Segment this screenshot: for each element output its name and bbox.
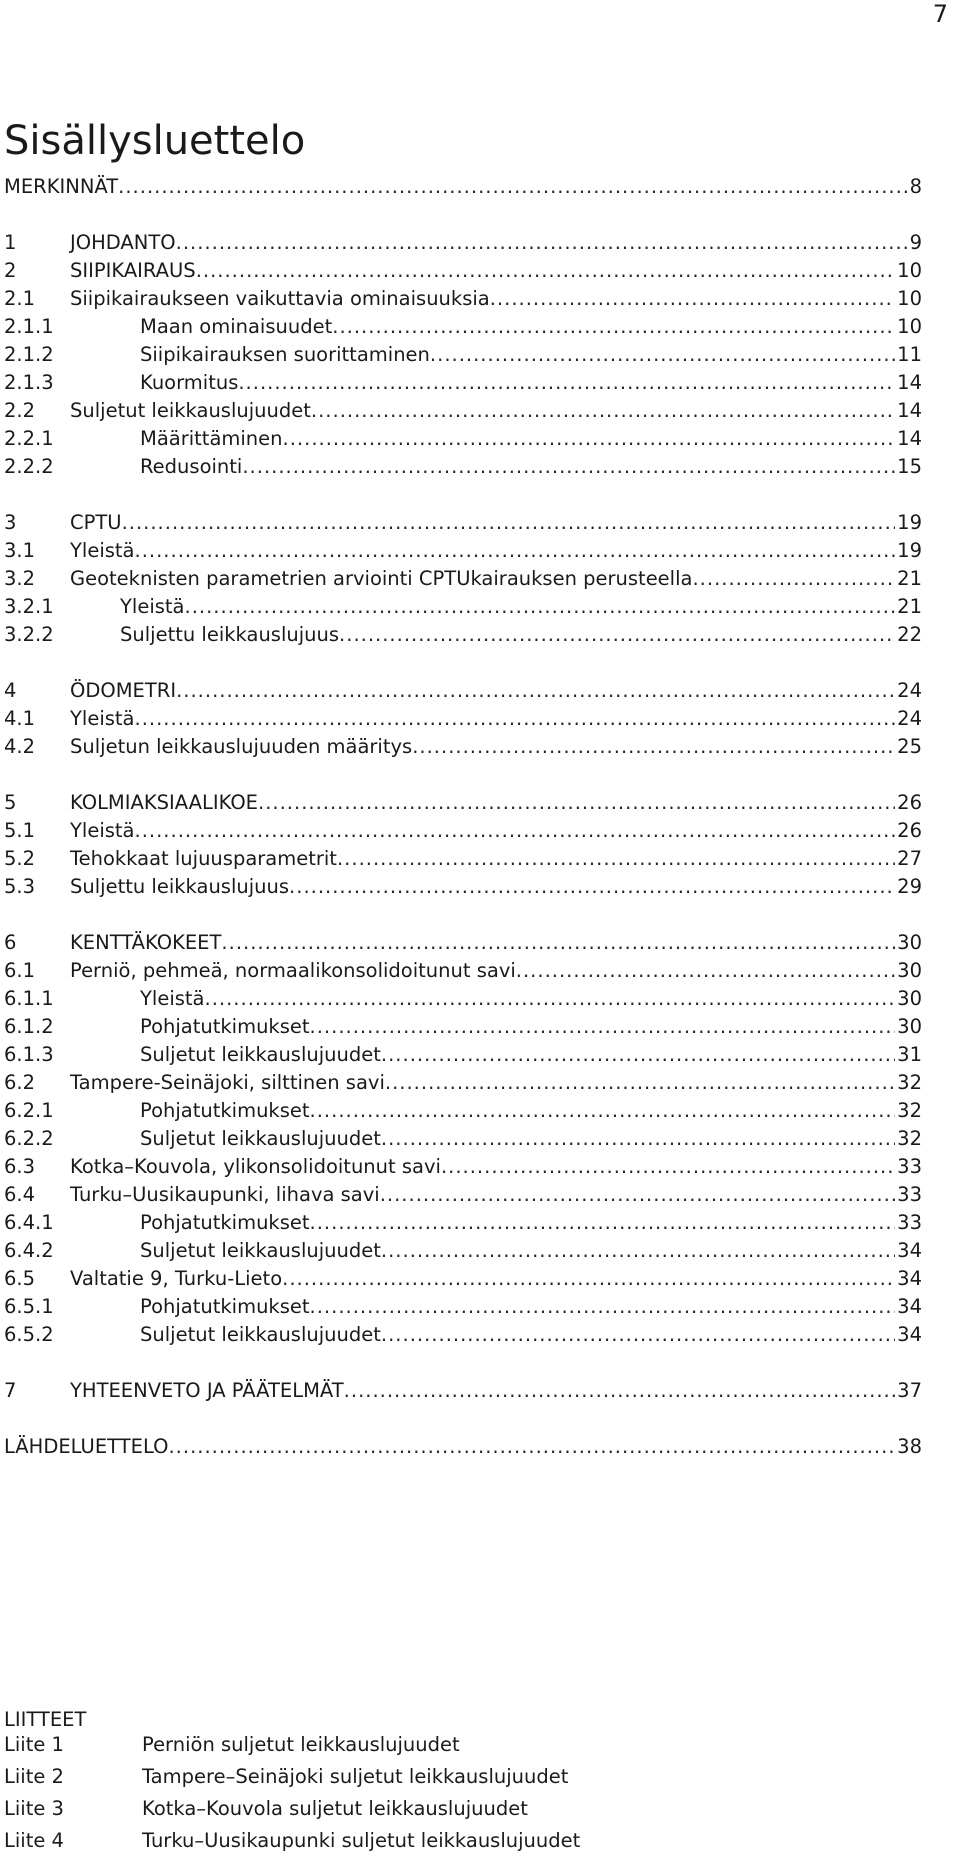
toc-entry-page: 26	[897, 819, 922, 842]
toc-entry-label: Valtatie 9, Turku-Lieto	[70, 1267, 283, 1290]
toc-leader-dots	[205, 986, 896, 1012]
toc-leader-dots	[310, 1014, 896, 1040]
toc-entry-number: 5.2	[4, 847, 36, 870]
toc-entry-number: 5.3	[4, 875, 36, 898]
toc-entry[interactable]	[4, 394, 922, 424]
toc-entry-page: 27	[897, 847, 922, 870]
toc-entry-label: ÖDOMETRI	[70, 679, 177, 702]
toc-entry-label: Geoteknisten parametrien arviointi CPTUkairauksen perusteella	[70, 567, 693, 590]
toc-entry[interactable]	[4, 1318, 922, 1348]
toc-entry[interactable]	[4, 1094, 922, 1124]
toc-entry-label: Maan ominaisuudet	[140, 315, 333, 338]
toc-entry[interactable]	[4, 1150, 922, 1180]
toc-entry-page: 32	[897, 1099, 922, 1122]
attachment-title: Tampere–Seinäjoki suljetut leikkauslujuudet	[142, 1765, 569, 1788]
toc-entry[interactable]	[4, 1178, 922, 1208]
toc-entry-label: Siipikairauksen suorittaminen	[140, 343, 430, 366]
toc-entry-label: MERKINNÄT	[4, 175, 119, 198]
toc-leader-dots	[176, 230, 908, 256]
toc-entry-number: 6.1.1	[4, 987, 54, 1010]
toc-leader-dots	[430, 342, 895, 368]
toc-entry-number: 2.2.2	[4, 455, 54, 478]
toc-entry-page: 21	[897, 595, 922, 618]
toc-entry-label: Yleistä	[120, 595, 185, 618]
toc-leader-dots	[441, 1154, 895, 1180]
toc-entry-number: 2.2.1	[4, 427, 54, 450]
toc-entry[interactable]	[4, 450, 922, 480]
toc-entry-page: 21	[897, 567, 922, 590]
toc-entry-label: Suljettu leikkauslujuus	[120, 623, 340, 646]
toc-entry-page: 24	[897, 679, 922, 702]
toc-entry[interactable]	[4, 422, 922, 452]
toc-entry-number: 6.1.2	[4, 1015, 54, 1038]
toc-entry-page: 33	[897, 1155, 922, 1178]
attachment-id: Liite 2	[4, 1765, 64, 1788]
toc-entry-label: KENTTÄKOKEET	[70, 931, 222, 954]
toc-entry-page: 9	[909, 231, 922, 254]
attachment-row	[4, 1822, 580, 1852]
toc-entry-label: Suljetut leikkauslujuudet	[140, 1043, 381, 1066]
toc-entry-label: Yleistä	[140, 987, 205, 1010]
toc-entry-number: 6.2	[4, 1071, 36, 1094]
toc-entry-label: KOLMIAKSIAALIKOE	[70, 791, 258, 814]
attachment-id: Liite 4	[4, 1829, 64, 1852]
toc-entry[interactable]	[4, 954, 922, 984]
toc-entry-number: 3.2.1	[4, 595, 54, 618]
toc-leader-dots	[135, 818, 896, 844]
toc-entry[interactable]	[4, 1206, 922, 1236]
toc-entry-page: 38	[897, 1435, 922, 1458]
toc-entry[interactable]	[4, 1290, 922, 1320]
toc-entry-page: 10	[897, 315, 922, 338]
attachment-title: Perniön suljetut leikkauslujuudet	[142, 1733, 460, 1756]
attachment-row	[4, 1758, 568, 1788]
toc-entry-label: Suljetut leikkauslujuudet	[140, 1239, 381, 1262]
toc-entry-label: Suljetun leikkauslujuuden määritys	[70, 735, 413, 758]
toc-entry-page: 22	[897, 623, 922, 646]
toc-leader-dots	[221, 930, 895, 956]
toc-entry-number: 6.4.2	[4, 1239, 54, 1262]
toc-entry[interactable]	[4, 254, 922, 284]
attachment-row	[4, 1790, 528, 1820]
toc-leader-dots	[311, 398, 895, 424]
toc-leader-dots	[185, 594, 896, 620]
toc-entry-label: Yleistä	[70, 819, 135, 842]
toc-entry-number: 3	[4, 511, 17, 534]
toc-leader-dots	[258, 790, 895, 816]
toc-entry[interactable]	[4, 1122, 922, 1152]
toc-entry-number: 4	[4, 679, 17, 702]
toc-leader-dots	[692, 566, 895, 592]
attachment-title: Turku–Uusikaupunki suljetut leikkauslujuudet	[142, 1829, 581, 1852]
toc-leader-dots	[381, 1042, 895, 1068]
toc-entry-number: 2.1	[4, 287, 36, 310]
toc-entry-number: 6.2.1	[4, 1099, 54, 1122]
toc-entry-page: 11	[897, 343, 922, 366]
toc-entry[interactable]	[4, 926, 922, 956]
toc-entry-label: Tehokkaat lujuusparametrit	[70, 847, 337, 870]
toc-entry-page: 14	[897, 427, 922, 450]
toc-entry-label: Pohjatutkimukset	[140, 1015, 310, 1038]
toc-entry-page: 14	[897, 371, 922, 394]
toc-entry-label: Perniö, pehmeä, normaalikonsolidoitunut savi	[70, 959, 516, 982]
toc-entry-page: 10	[897, 287, 922, 310]
toc-entry-page: 32	[897, 1071, 922, 1094]
toc-entry-page: 33	[897, 1183, 922, 1206]
toc-entry-label: Kuormitus	[140, 371, 239, 394]
toc-entry-label: Pohjatutkimukset	[140, 1099, 310, 1122]
toc-leader-dots	[344, 1378, 896, 1404]
toc-entry-number: 3.2	[4, 567, 36, 590]
toc-entry-number: 2	[4, 259, 17, 282]
toc-leader-dots	[381, 1238, 895, 1264]
toc-entry[interactable]	[4, 982, 922, 1012]
toc-entry-page: 34	[897, 1323, 922, 1346]
toc-entry-page: 8	[909, 175, 922, 198]
toc-entry-page: 34	[897, 1239, 922, 1262]
toc-entry-label: Kotka–Kouvola, ylikonsolidoitunut savi	[70, 1155, 441, 1178]
toc-entry-number: 6.5.1	[4, 1295, 54, 1318]
toc-entry[interactable]	[4, 730, 922, 760]
toc-leader-dots	[339, 622, 895, 648]
toc-entry[interactable]	[4, 618, 922, 648]
toc-entry-number: 2.1.2	[4, 343, 54, 366]
toc-entry[interactable]	[4, 310, 922, 340]
toc-leader-dots	[516, 958, 895, 984]
toc-entry-label: Määrittäminen	[140, 427, 283, 450]
toc-entry-page: 33	[897, 1211, 922, 1234]
toc-entry-number: 2.2	[4, 399, 36, 422]
toc-entry[interactable]	[4, 674, 922, 704]
toc-entry-page: 30	[897, 1015, 922, 1038]
toc-entry-number: 6.4.1	[4, 1211, 54, 1234]
toc-entry[interactable]	[4, 170, 922, 200]
toc-entry[interactable]	[4, 534, 922, 564]
toc-entry-page: 32	[897, 1127, 922, 1150]
toc-entry-page: 14	[897, 399, 922, 422]
toc-entry-number: 5	[4, 791, 17, 814]
toc-leader-dots	[381, 1126, 895, 1152]
toc-entry-label: Suljetut leikkauslujuudet	[140, 1127, 381, 1150]
toc-entry-number: 6.5.2	[4, 1323, 54, 1346]
toc-leader-dots	[332, 314, 895, 340]
toc-entry-page: 19	[897, 539, 922, 562]
toc-leader-dots	[135, 538, 896, 564]
toc-leader-dots	[242, 454, 895, 480]
toc-entry-label: YHTEENVETO JA PÄÄTELMÄT	[70, 1379, 344, 1402]
toc-entry-number: 6.1.3	[4, 1043, 54, 1066]
toc-entry-page: 30	[897, 959, 922, 982]
toc-leader-dots	[168, 1434, 895, 1460]
toc-entry-label: Siipikairaukseen vaikuttavia ominaisuuksia	[70, 287, 490, 310]
toc-entry-page: 30	[897, 987, 922, 1010]
toc-entry-page: 30	[897, 931, 922, 954]
toc-entry-page: 24	[897, 707, 922, 730]
toc-leader-dots	[238, 370, 895, 396]
toc-entry-page: 19	[897, 511, 922, 534]
toc-entry-number: 3.2.2	[4, 623, 54, 646]
toc-entry-page: 29	[897, 875, 922, 898]
toc-entry-number: 2.1.3	[4, 371, 54, 394]
toc-entry[interactable]	[4, 506, 922, 536]
toc-leader-dots	[381, 1322, 895, 1348]
attachment-id: Liite 3	[4, 1797, 64, 1820]
toc-entry-number: 6.2.2	[4, 1127, 54, 1150]
attachment-title: Kotka–Kouvola suljetut leikkauslujuudet	[142, 1797, 528, 1820]
toc-entry-number: 1	[4, 231, 17, 254]
toc-entry[interactable]	[4, 226, 922, 256]
toc-entry-label: JOHDANTO	[70, 231, 176, 254]
toc-entry[interactable]	[4, 562, 922, 592]
toc-leader-dots	[135, 706, 896, 732]
toc-entry-label: Turku–Uusikaupunki, lihava savi	[70, 1183, 380, 1206]
toc-entry[interactable]	[4, 870, 922, 900]
toc-entry-label: Pohjatutkimukset	[140, 1295, 310, 1318]
toc-entry[interactable]	[4, 1010, 922, 1040]
toc-entry-number: 6.1	[4, 959, 36, 982]
toc-leader-dots	[283, 426, 896, 452]
toc-leader-dots	[310, 1294, 896, 1320]
toc-leader-dots	[310, 1210, 896, 1236]
toc-entry-number: 6	[4, 931, 17, 954]
toc-entry-label: Suljettu leikkauslujuus	[70, 875, 290, 898]
toc-leader-dots	[122, 510, 896, 536]
toc-entry-number: 5.1	[4, 819, 36, 842]
toc-entry[interactable]	[4, 366, 922, 396]
toc-entry-label: Yleistä	[70, 707, 135, 730]
toc-entry-page: 15	[897, 455, 922, 478]
toc-entry[interactable]	[4, 1066, 922, 1096]
toc-entry-label: CPTU	[70, 511, 122, 534]
toc-entry-number: 7	[4, 1379, 17, 1402]
page-number: 7	[932, 0, 948, 28]
toc-entry[interactable]	[4, 702, 922, 732]
attachments-heading: LIITTEET	[4, 1708, 87, 1731]
toc-leader-dots	[282, 1266, 895, 1292]
toc-entry-label: LÄHDELUETTELO	[4, 1435, 169, 1458]
toc-entry-number: 2.1.1	[4, 315, 54, 338]
toc-entry[interactable]	[4, 1234, 922, 1264]
toc-leader-dots	[196, 258, 895, 284]
toc-entry-label: Suljetut leikkauslujuudet	[70, 399, 311, 422]
toc-entry-label: SIIPIKAIRAUS	[70, 259, 196, 282]
toc-entry[interactable]	[4, 338, 922, 368]
toc-entry[interactable]	[4, 282, 922, 312]
toc-entry-number: 6.3	[4, 1155, 36, 1178]
toc-entry[interactable]	[4, 786, 922, 816]
toc-entry-page: 34	[897, 1267, 922, 1290]
toc-entry[interactable]	[4, 1374, 922, 1404]
toc-entry[interactable]	[4, 590, 922, 620]
toc-entry-page: 34	[897, 1295, 922, 1318]
toc-entry-page: 10	[897, 259, 922, 282]
toc-entry-page: 25	[897, 735, 922, 758]
toc-entry[interactable]	[4, 1038, 922, 1068]
toc-leader-dots	[380, 1182, 895, 1208]
attachment-row	[4, 1726, 460, 1756]
toc-entry-page: 37	[897, 1379, 922, 1402]
toc-entry-page: 31	[897, 1043, 922, 1066]
toc-leader-dots	[176, 678, 895, 704]
toc-leader-dots	[412, 734, 895, 760]
toc-leader-dots	[385, 1070, 895, 1096]
toc-entry-label: Redusointi	[140, 455, 243, 478]
attachment-id: Liite 1	[4, 1733, 64, 1756]
toc-entry[interactable]	[4, 1262, 922, 1292]
toc-entry[interactable]	[4, 814, 922, 844]
toc-leader-dots	[289, 874, 895, 900]
toc-entry-label: Tampere-Seinäjoki, silttinen savi	[70, 1071, 385, 1094]
toc-leader-dots	[337, 846, 895, 872]
toc-entry-label: Pohjatutkimukset	[140, 1211, 310, 1234]
toc-entry[interactable]	[4, 842, 922, 872]
toc-entry[interactable]	[4, 1430, 922, 1460]
toc-entry-number: 3.1	[4, 539, 36, 562]
toc-entry-number: 4.1	[4, 707, 36, 730]
page-title: Sisällysluettelo	[4, 118, 306, 164]
toc-entry-number: 6.5	[4, 1267, 36, 1290]
toc-entry-page: 26	[897, 791, 922, 814]
toc-leader-dots	[118, 174, 907, 200]
toc-leader-dots	[310, 1098, 896, 1124]
toc-entry-number: 4.2	[4, 735, 36, 758]
toc-entry-label: Yleistä	[70, 539, 135, 562]
toc-entry-label: Suljetut leikkauslujuudet	[140, 1323, 381, 1346]
toc-entry-number: 6.4	[4, 1183, 36, 1206]
toc-leader-dots	[490, 286, 895, 312]
